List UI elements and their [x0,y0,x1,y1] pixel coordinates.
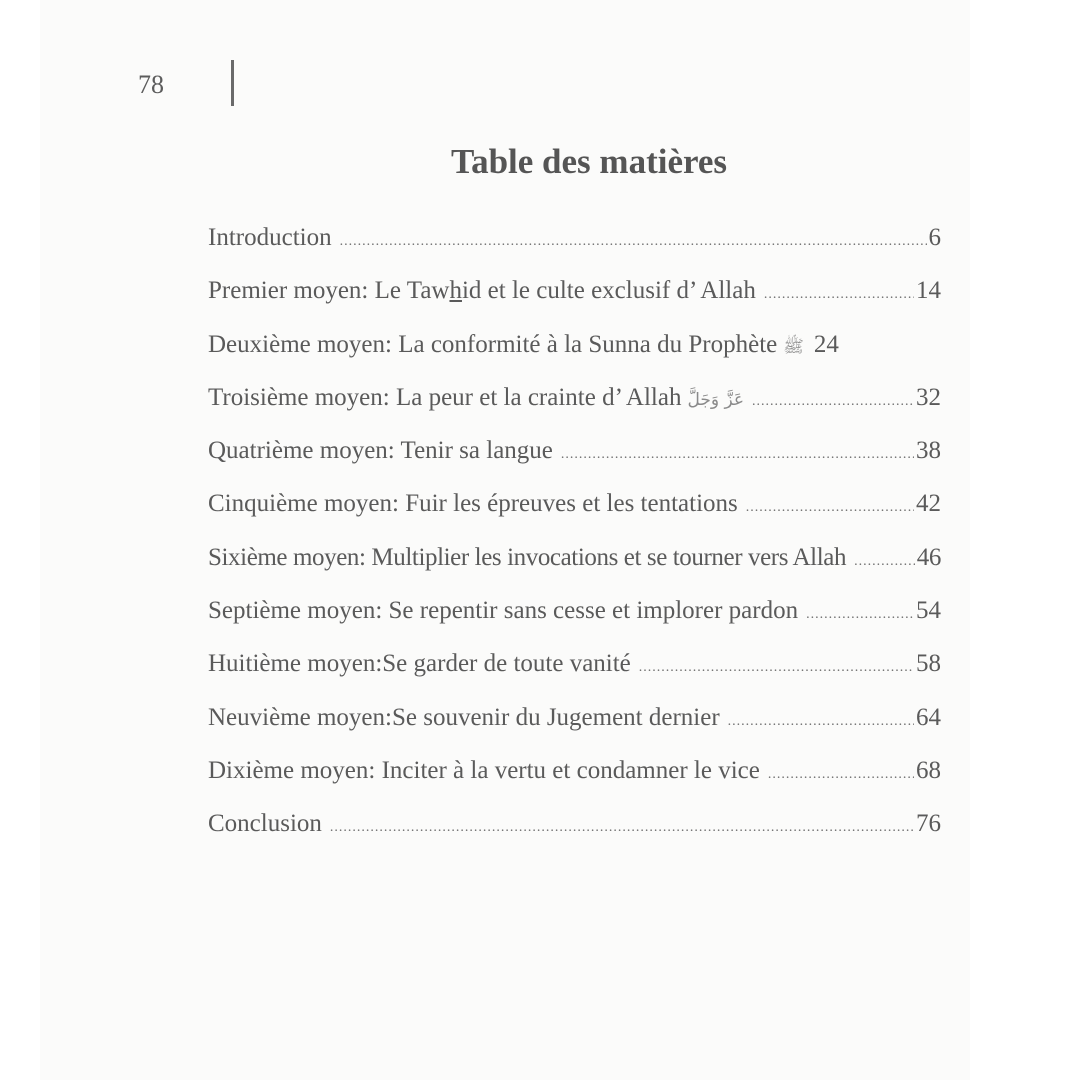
toc-entry-introduction[interactable] [208,224,941,277]
toc-entry-page: 64 [916,703,941,731]
arabic-honorific-icon: ﷺ [783,336,804,357]
toc-entry-page: 14 [916,277,941,305]
dot-leader [340,234,927,250]
toc-entry-page: 42 [916,490,941,518]
toc-entry-page: 38 [916,437,941,465]
toc-entry-page: 58 [916,650,941,678]
toc-entry-page: 76 [916,810,941,838]
dot-leader [728,714,914,730]
toc-entry-label [208,277,756,305]
toc-entry-huitieme-moyen[interactable] [208,650,941,703]
toc-entry-conclusion[interactable] [208,810,941,863]
toc-entry-cinquieme-moyen[interactable] [208,490,941,543]
dot-leader [746,500,914,516]
page-title: Table des matières [450,142,728,181]
table-of-contents [208,224,941,864]
arabic-honorific-icon: عَزَّ وَجَلَّ [687,389,745,410]
dot-leader [752,394,914,410]
dot-leader [561,447,914,463]
toc-entry-page: 54 [916,597,941,625]
toc-entry-label: Septième moyen: Se repentir sans cesse et implorer pardon [208,597,799,625]
toc-entry-label: Troisième moyen: La peur et la crainte d’ Allah [208,383,682,411]
toc-entry-label: Cinquième moyen: Fuir les épreuves et les tentations [208,490,738,518]
dot-leader [639,660,914,676]
toc-entry-page: 68 [916,756,941,784]
toc-entry-quatrieme-moyen[interactable] [208,437,941,490]
toc-entry-troisieme-moyen[interactable] [208,384,941,437]
dot-leader [764,287,914,303]
toc-entry-label: Conclusion [208,810,322,838]
toc-entry-label: Sixième moyen: Multiplier les invocations et se tourner vers Allah [208,543,847,571]
header-divider [231,60,234,106]
toc-entry-label-transliteration-mark: h [449,277,462,305]
toc-entry-page: 24 [813,330,839,358]
toc-entry-neuvieme-moyen[interactable] [208,704,941,757]
dot-leader [330,820,914,836]
dot-leader [768,767,914,783]
toc-entry-page: 46 [916,543,941,571]
toc-entry-label-part: Premier moyen: Le Taw [208,277,450,305]
page-number: 78 [138,70,164,99]
toc-entry-premier-moyen[interactable] [208,277,941,330]
toc-entry-sixieme-moyen[interactable] [208,544,941,597]
toc-entry-label: Dixième moyen: Inciter à la vertu et condamner le vice [208,756,760,784]
toc-entry-page: 6 [928,224,941,251]
toc-entry-label-part: id et le culte exclusif d’ Allah [461,277,756,305]
toc-entry-label: Deuxième moyen: La conformité à la Sunna du Prophète [208,330,778,358]
dot-leader [854,554,915,570]
toc-entry-septieme-moyen[interactable] [208,597,941,650]
dot-leader [806,607,914,623]
toc-entry-dixieme-moyen[interactable] [208,757,941,810]
toc-entry-page: 32 [916,383,941,411]
toc-entry-deuxieme-moyen[interactable] [208,331,941,384]
toc-entry-label: Introduction [208,224,332,251]
book-page [40,0,970,1080]
toc-entry-label: Quatrième moyen: Tenir sa langue [208,437,553,465]
toc-entry-label: Huitième moyen:Se garder de toute vanité [208,650,631,678]
toc-entry-label: Neuvième moyen:Se souvenir du Jugement dernier [208,703,720,731]
